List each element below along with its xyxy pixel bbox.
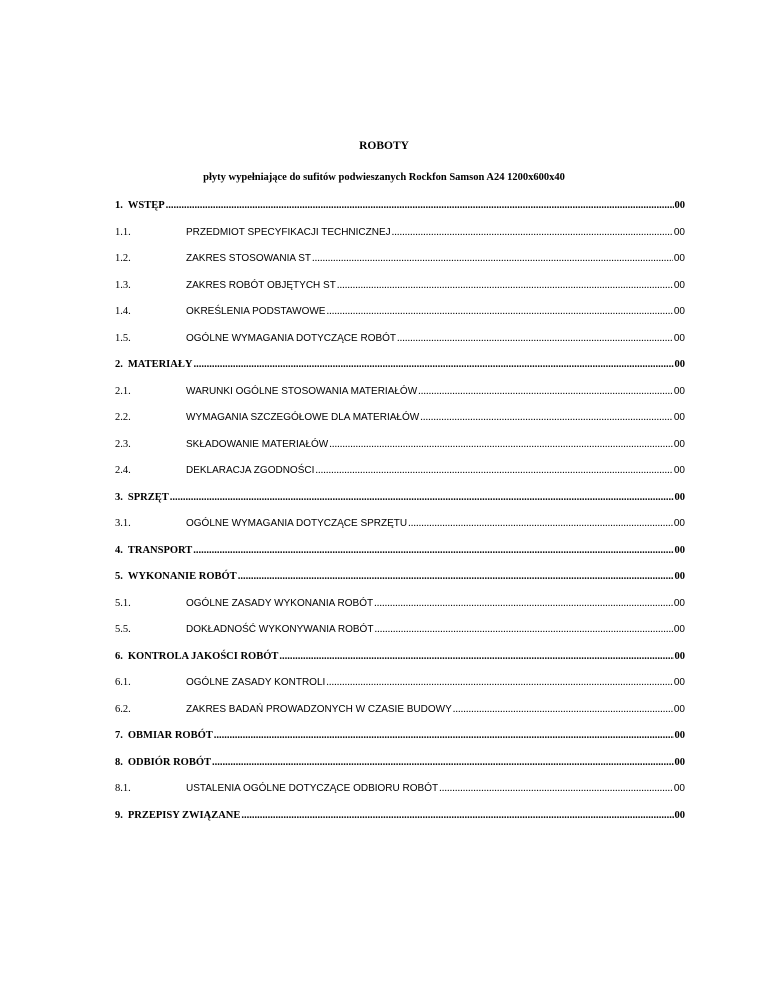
toc-section-entry[interactable] (115, 644, 685, 671)
toc-entry-label: MATERIAŁY (127, 359, 193, 370)
toc-entry-number: 1.4. (115, 306, 131, 317)
toc-page-number: 00 (674, 571, 685, 582)
toc-subsection-entry[interactable] (115, 273, 685, 300)
toc-subsection-entry[interactable] (115, 405, 685, 432)
toc-dot-leader (315, 458, 673, 485)
toc-section-entry[interactable] (115, 352, 685, 379)
toc-dot-leader (326, 670, 673, 697)
table-of-contents (115, 193, 685, 829)
toc-subsection-entry[interactable] (115, 379, 685, 406)
toc-entry-number: 7. (115, 730, 123, 741)
toc-entry-number: 6. (115, 650, 123, 662)
toc-dot-leader (214, 723, 674, 750)
toc-subsection-entry[interactable] (115, 326, 685, 353)
toc-entry-number: 2.3. (115, 438, 131, 450)
toc-entry-number: 5. (115, 571, 123, 582)
toc-dot-leader (392, 220, 673, 247)
toc-page-number: 00 (673, 438, 685, 450)
document-subtitle: płyty wypełniające do sufitów podwieszanych Rockfon Samson A24 1200x600x40 (203, 172, 565, 183)
toc-entry-number: 4. (115, 544, 123, 556)
toc-dot-leader (439, 776, 673, 803)
toc-page-number: 00 (673, 279, 685, 291)
toc-section-entry[interactable] (115, 803, 685, 830)
toc-dot-leader (212, 750, 673, 777)
toc-entry-label: PRZEDMIOT SPECYFIKACJI TECHNICZNEJ (186, 226, 391, 238)
toc-entry-number: 2. (115, 359, 123, 370)
toc-entry-label: ZAKRES BADAŃ PROWADZONYCH W CZASIE BUDOWY (186, 703, 452, 715)
toc-subsection-entry[interactable] (115, 697, 685, 724)
toc-entry-number: 6.2. (115, 703, 131, 715)
toc-section-entry[interactable] (115, 564, 685, 591)
toc-entry-number: 5.1. (115, 597, 131, 609)
toc-entry-label: SPRZĘT (127, 491, 169, 503)
toc-entry-number: 1.5. (115, 332, 131, 344)
toc-subsection-entry[interactable] (115, 246, 685, 273)
toc-page-number: 00 (673, 518, 685, 529)
toc-section-entry[interactable] (115, 193, 685, 220)
toc-entry-label: WSTĘP (127, 200, 165, 211)
toc-subsection-entry[interactable] (115, 776, 685, 803)
toc-page-number: 00 (673, 412, 685, 423)
toc-entry-label: SKŁADOWANIE MATERIAŁÓW (186, 438, 329, 450)
toc-entry-label: OBMIAR ROBÓT (127, 730, 213, 741)
toc-dot-leader (337, 273, 673, 300)
toc-page-number: 00 (674, 809, 685, 821)
toc-page-number: 00 (673, 306, 685, 317)
toc-subsection-entry[interactable] (115, 617, 685, 644)
toc-entry-number: 9. (115, 809, 123, 821)
toc-page-number: 00 (673, 677, 685, 688)
toc-entry-label: OGÓLNE ZASADY WYKONANIA ROBÓT (186, 597, 374, 609)
toc-entry-number: 8. (115, 756, 123, 768)
toc-section-entry[interactable] (115, 723, 685, 750)
toc-page-number: 00 (674, 544, 685, 556)
toc-subsection-entry[interactable] (115, 299, 685, 326)
toc-entry-label: PRZEPISY ZWIĄZANE (127, 809, 241, 821)
toc-entry-label: OGÓLNE WYMAGANIA DOTYCZĄCE SPRZĘTU (186, 518, 408, 529)
toc-dot-leader (193, 538, 673, 565)
toc-entry-number: 1.3. (115, 279, 131, 291)
toc-page-number: 00 (673, 783, 685, 794)
toc-dot-leader (241, 803, 673, 830)
toc-entry-label: WYMAGANIA SZCZEGÓŁOWE DLA MATERIAŁÓW (186, 412, 420, 423)
toc-dot-leader (193, 352, 673, 379)
toc-dot-leader (418, 379, 673, 406)
toc-entry-number: 2.4. (115, 465, 131, 476)
toc-entry-number: 6.1. (115, 677, 131, 688)
toc-entry-number: 1.2. (115, 253, 131, 264)
toc-page-number: 00 (674, 756, 685, 768)
toc-page-number: 00 (673, 624, 685, 635)
toc-page-number: 00 (673, 465, 685, 476)
document-title: ROBOTY (359, 140, 409, 152)
toc-entry-label: KONTROLA JAKOŚCI ROBÓT (127, 650, 279, 662)
toc-entry-label: DEKLARACJA ZGODNOŚCI (186, 465, 315, 476)
toc-dot-leader (238, 564, 674, 591)
toc-dot-leader (420, 405, 673, 432)
toc-entry-label: ZAKRES STOSOWANIA ST (186, 253, 312, 264)
toc-dot-leader (166, 193, 674, 220)
toc-entry-number: 2.1. (115, 385, 131, 397)
toc-entry-label: OKREŚLENIA PODSTAWOWE (186, 306, 326, 317)
toc-page-number: 00 (674, 650, 685, 662)
toc-entry-label: DOKŁADNOŚĆ WYKONYWANIA ROBÓT (186, 624, 374, 635)
toc-entry-label: WYKONANIE ROBÓT (127, 571, 237, 582)
toc-entry-number: 2.2. (115, 412, 131, 423)
toc-page-number: 00 (674, 730, 685, 741)
toc-dot-leader (312, 246, 673, 273)
toc-section-entry[interactable] (115, 538, 685, 565)
toc-page-number: 00 (673, 385, 685, 397)
toc-subsection-entry[interactable] (115, 591, 685, 618)
toc-entry-number: 8.1. (115, 783, 131, 794)
toc-dot-leader (408, 511, 673, 538)
toc-page-number: 00 (674, 491, 685, 503)
toc-entry-label: ODBIÓR ROBÓT (127, 756, 212, 768)
toc-entry-label: ZAKRES ROBÓT OBJĘTYCH ST (186, 279, 336, 291)
toc-section-entry[interactable] (115, 750, 685, 777)
toc-subsection-entry[interactable] (115, 432, 685, 459)
toc-page-number: 00 (673, 597, 685, 609)
toc-page-number: 00 (673, 332, 685, 344)
toc-entry-label: WARUNKI OGÓLNE STOSOWANIA MATERIAŁÓW (186, 385, 418, 397)
toc-section-entry[interactable] (115, 485, 685, 512)
toc-entry-label: OGÓLNE ZASADY KONTROLI (186, 677, 326, 688)
toc-page-number: 00 (674, 200, 685, 211)
toc-dot-leader (329, 432, 673, 459)
toc-entry-number: 3. (115, 491, 123, 503)
toc-dot-leader (397, 326, 673, 353)
toc-dot-leader (453, 697, 673, 724)
toc-entry-number: 3.1. (115, 518, 131, 529)
toc-subsection-entry[interactable] (115, 458, 685, 485)
toc-dot-leader (170, 485, 674, 512)
toc-subsection-entry[interactable] (115, 511, 685, 538)
toc-entry-label: USTALENIA OGÓLNE DOTYCZĄCE ODBIORU ROBÓT (186, 783, 439, 794)
toc-page-number: 00 (673, 226, 685, 238)
toc-page-number: 00 (674, 359, 685, 370)
toc-subsection-entry[interactable] (115, 670, 685, 697)
toc-dot-leader (374, 591, 673, 618)
toc-dot-leader (374, 617, 672, 644)
toc-dot-leader (279, 644, 673, 671)
toc-dot-leader (326, 299, 672, 326)
toc-page-number: 00 (673, 253, 685, 264)
toc-page-number: 00 (673, 703, 685, 715)
toc-entry-label: TRANSPORT (127, 544, 193, 556)
toc-entry-number: 5.5. (115, 624, 131, 635)
toc-entry-number: 1. (115, 200, 123, 211)
toc-subsection-entry[interactable] (115, 220, 685, 247)
toc-entry-label: OGÓLNE WYMAGANIA DOTYCZĄCE ROBÓT (186, 332, 397, 344)
toc-entry-number: 1.1. (115, 226, 131, 238)
